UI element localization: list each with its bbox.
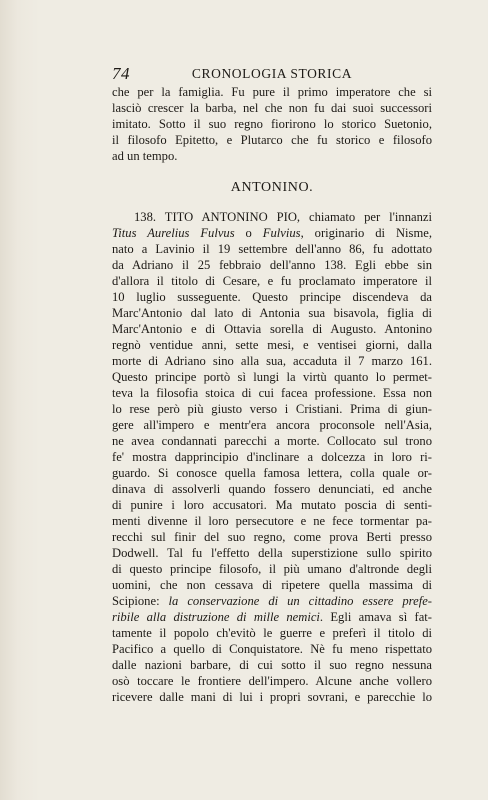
text-line: imitato. Sotto il suo regno fiorirono lo storico Suetonio, [112, 117, 432, 131]
text-line: fe' mostra dapprincipio d'inclinare a dolcezza in loro ri- [112, 450, 432, 464]
text-line: di questo principe filosofo, il più umano d'altronde degli [112, 562, 432, 576]
text-line: gere all'impero e mentr'era ancora proconsole nell'Asia, [112, 418, 432, 432]
text-line: dinava di assolverli quando fossero denunciati, ed anche [112, 482, 432, 496]
page-header [112, 64, 432, 86]
text-line: Marc'Antonio dal lato di Antonia sua bisavola, figlia di [112, 306, 432, 320]
main-paragraph [112, 209, 432, 705]
text-line: ribile alla distruzione di mille nemici. Egli amava sì fat- [112, 610, 432, 624]
text-line: ricevere dalle mani di lui i propri sovrani, e parecchie lo [112, 690, 432, 704]
text-line: dalle nazioni barbare, di cui sotto il suo regno nessuna [112, 658, 432, 672]
text-line: recchi sul finir del suo regno, come prova Berti presso [112, 530, 432, 544]
text-line: uomini, che non cessava di ripetere quella massima di [112, 578, 432, 592]
running-head: CRONOLOGIA STORICA [191, 66, 353, 81]
text-line: lo rese però più giusto verso i Cristiani. Prima di giun- [112, 402, 432, 416]
text-line: d'allora il titolo di Cesare, e fu proclamato imperatore il [112, 274, 432, 288]
text-line: ad un tempo. [112, 149, 178, 163]
text-line: da Adriano il 25 febbraio dell'anno 138. Egli ebbe sin [112, 258, 432, 272]
text-line: ne avea condannati parecchi a morte. Collocato sul trono [112, 434, 432, 448]
text-line: lasciò crescer la barba, nel che non fu dai suoi successori [112, 101, 432, 115]
text-line: Pacifico a quello di Conquistatore. Nè fu meno rispettato [112, 642, 432, 656]
intro-paragraph [112, 84, 432, 164]
text-line: menti divenne il loro persecutore e ne fece tormentar pa- [112, 514, 432, 528]
page-number: 74 [112, 64, 130, 83]
text-line: 10 luglio susseguente. Questo principe discendeva da [112, 290, 432, 304]
text-line: tamente il popolo ch'evitò le guerre e preferì il titolo di [112, 626, 432, 640]
text-line: Titus Aurelius Fulvus o Fulvius, originario di Nisme, [112, 226, 432, 240]
text-line: regnò ventidue anni, sette mesi, e ventisei giorni, dalla [112, 338, 432, 352]
section-title: ANTONINO. [230, 180, 314, 195]
text-line: Dodwell. Tal fu l'effetto della superstizione sullo spirito [112, 546, 432, 560]
text-line: guardo. Si conosce quella famosa lettera, colla quale or- [112, 466, 432, 480]
text-line: osò toccare le frontiere dell'impero. Alcune anche vollero [112, 674, 432, 688]
text-line: teva la filosofia stoica di cui facea professione. Essa non [112, 386, 432, 400]
text-line: morte di Adriano sino alla sua, accaduta il 7 marzo 161. [112, 354, 432, 368]
text-line: di punire i loro accusatori. Ma mutato poscia di senti- [112, 498, 432, 512]
text-line: nato a Lavinio il 19 settembre dell'anno 86, fu adottato [112, 242, 432, 256]
text-line: 138. TITO ANTONINO PIO, chiamato per l'innanzi [134, 210, 432, 224]
text-line: che per la famiglia. Fu pure il primo imperatore che si [112, 85, 432, 99]
text-line: Marc'Antonio e di Ottavia sorella di Augusto. Antonino [112, 322, 432, 336]
text-line: il filosofo Epitetto, e Plutarco che fu storico e filosofo [112, 133, 432, 147]
text-line: Questo principe portò sì lungi la virtù quanto lo permet- [112, 370, 432, 384]
text-line: Scipione: la conservazione di un cittadino essere prefe- [112, 594, 432, 608]
